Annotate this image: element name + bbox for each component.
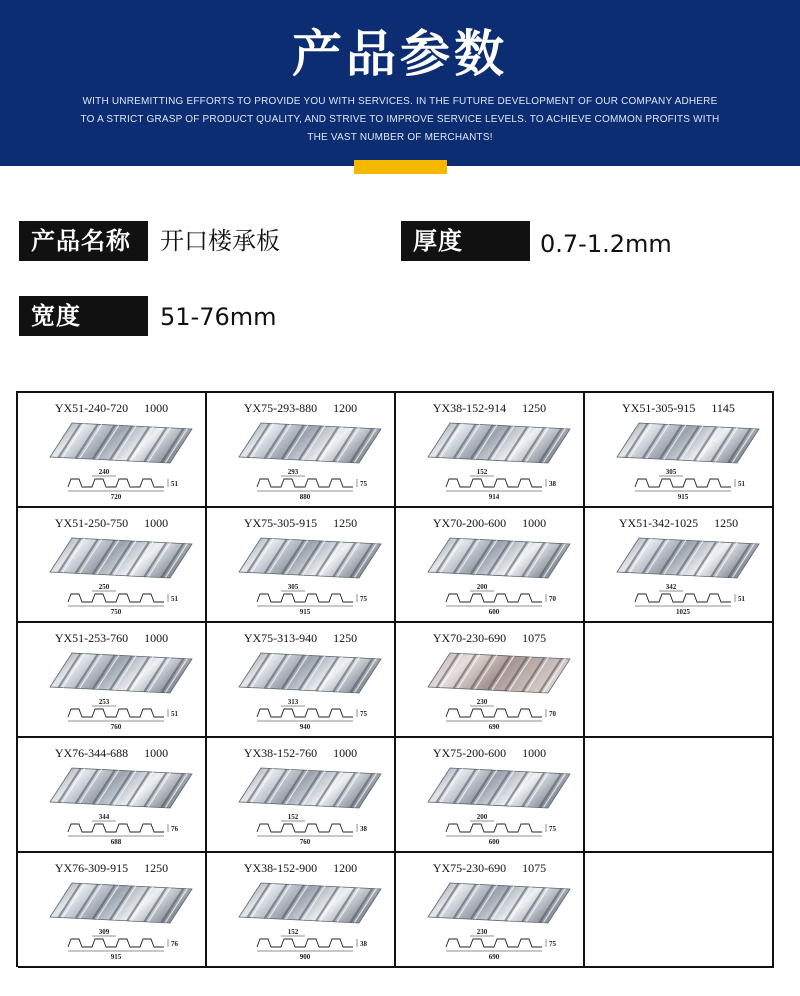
- product-cell: [585, 393, 774, 508]
- deck-illustration: [396, 508, 583, 621]
- thickness-label: 厚度: [401, 221, 530, 261]
- pitch-dimension-label: 760: [110, 723, 122, 731]
- product-model: YX75-305-915: [243, 516, 318, 530]
- deck-illustration: [18, 853, 205, 966]
- product-model: YX38-152-900: [243, 861, 318, 875]
- product-model: YX70-230-690: [432, 631, 507, 645]
- deck-illustration: [207, 393, 394, 506]
- profile-line: [446, 594, 542, 602]
- rib-dimension-label: 313: [287, 698, 299, 706]
- height-dimension-label: 75: [360, 595, 367, 603]
- empty-cell: [585, 738, 774, 853]
- rib-dimension-label: 230: [476, 928, 488, 936]
- product-model: YX51-305-915: [622, 401, 696, 415]
- profile-line: [446, 824, 542, 832]
- product-cover-width: 1200: [333, 401, 358, 415]
- empty-cell: [585, 853, 774, 968]
- product-cell: [207, 738, 396, 853]
- deck-illustration: [207, 738, 394, 851]
- height-dimension-label: 75: [549, 825, 556, 833]
- profile-line: [68, 709, 164, 717]
- deck-illustration: [396, 738, 583, 851]
- profile-line: [68, 594, 164, 602]
- profile-line: [635, 479, 731, 487]
- rib-dimension-label: 253: [98, 698, 110, 706]
- product-cell: [18, 738, 207, 853]
- rib-dimension-label: 152: [287, 928, 299, 936]
- product-cover-width: 1250: [522, 401, 547, 415]
- product-cell: [396, 623, 585, 738]
- pitch-dimension-label: 688: [110, 838, 122, 846]
- rib-dimension-label: 305: [287, 583, 299, 591]
- pitch-dimension-label: 760: [299, 838, 311, 846]
- height-dimension-label: 70: [549, 595, 556, 603]
- profile-line: [257, 479, 353, 487]
- rib-dimension-label: 230: [476, 698, 488, 706]
- rib-dimension-label: 240: [98, 468, 110, 476]
- product-model: YX70-200-600: [432, 516, 507, 530]
- product-table: [16, 391, 774, 967]
- pitch-dimension-label: 600: [488, 838, 500, 846]
- product-cover-width: 1000: [144, 516, 169, 530]
- pitch-dimension-label: 915: [299, 608, 311, 616]
- profile-line: [68, 939, 164, 947]
- product-name-value: 开口楼承板: [160, 227, 280, 255]
- height-dimension-label: 51: [171, 480, 178, 488]
- deck-illustration: [585, 508, 772, 621]
- height-dimension-label: 51: [738, 480, 745, 488]
- deck-illustration: [396, 393, 583, 506]
- profile-line: [446, 939, 542, 947]
- rib-dimension-label: 250: [98, 583, 110, 591]
- height-dimension-label: 51: [738, 595, 745, 603]
- pitch-dimension-label: 1025: [676, 608, 690, 616]
- deck-illustration: [396, 623, 583, 736]
- deck-illustration: [18, 623, 205, 736]
- height-dimension-label: 75: [360, 710, 367, 718]
- height-dimension-label: 76: [171, 940, 178, 948]
- height-dimension-label: 51: [171, 710, 178, 718]
- rib-dimension-label: 152: [287, 813, 299, 821]
- pitch-dimension-label: 880: [299, 493, 311, 501]
- product-model: YX38-152-760: [243, 746, 318, 760]
- product-cell: [207, 623, 396, 738]
- deck-illustration: [396, 853, 583, 966]
- product-cover-width: 1250: [333, 631, 358, 645]
- height-dimension-label: 75: [360, 480, 367, 488]
- accent-bar: [354, 160, 447, 174]
- product-cover-width: 1000: [522, 516, 547, 530]
- product-cell: [396, 508, 585, 623]
- pitch-dimension-label: 690: [488, 723, 500, 731]
- deck-illustration: [207, 623, 394, 736]
- product-cell: [396, 738, 585, 853]
- header-subtitle: WITH UNREMITTING EFFORTS TO PROVIDE YOU WITH SERVICES. IN THE FUTURE DEVELOPMENT OF OUR COMPANY ADHERE TO A STRICT GRASP OF PRODUCT QUALITY, AND STRIVE TO IMPROVE SERVICE LEVELS. TO ACHIEVE COMMON PROFITS WITH THE VAST NUMBER OF MERCHANTS!: [80, 96, 720, 143]
- product-cover-width: 1000: [144, 746, 169, 760]
- empty-cell: [585, 623, 774, 738]
- pitch-dimension-label: 690: [488, 953, 500, 961]
- pitch-dimension-label: 750: [110, 608, 122, 616]
- product-model: YX75-200-600: [432, 746, 507, 760]
- rib-dimension-label: 200: [476, 583, 488, 591]
- height-dimension-label: 51: [171, 595, 178, 603]
- deck-illustration: [207, 853, 394, 966]
- product-model: YX51-250-750: [54, 516, 129, 530]
- thickness-value: 0.7-1.2mm: [540, 230, 672, 258]
- page-title: 产品参数: [292, 25, 508, 83]
- product-model: YX76-309-915: [54, 861, 129, 875]
- rib-dimension-label: 152: [476, 468, 488, 476]
- product-cover-width: 1250: [714, 516, 739, 530]
- header-banner: [0, 0, 800, 166]
- product-model: YX75-313-940: [243, 631, 318, 645]
- height-dimension-label: 38: [360, 825, 367, 833]
- deck-illustration: [207, 508, 394, 621]
- profile-line: [68, 824, 164, 832]
- product-cover-width: 1250: [333, 516, 358, 530]
- product-cell: [18, 508, 207, 623]
- deck-illustration: [18, 393, 205, 506]
- rib-dimension-label: 309: [98, 928, 110, 936]
- deck-illustration: [585, 393, 772, 506]
- rib-dimension-label: 342: [665, 583, 677, 591]
- product-cover-width: 1000: [144, 401, 169, 415]
- product-cell: [396, 393, 585, 508]
- pitch-dimension-label: 720: [110, 493, 122, 501]
- deck-illustration: [18, 508, 205, 621]
- product-cover-width: 1200: [333, 861, 358, 875]
- height-dimension-label: 70: [549, 710, 556, 718]
- product-cell: [585, 508, 774, 623]
- profile-line: [257, 709, 353, 717]
- profile-line: [446, 709, 542, 717]
- product-model: YX76-344-688: [54, 746, 129, 760]
- pitch-dimension-label: 914: [488, 493, 500, 501]
- product-model: YX75-230-690: [432, 861, 507, 875]
- pitch-dimension-label: 915: [677, 493, 689, 501]
- product-cover-width: 1250: [144, 861, 169, 875]
- width-value: 51-76mm: [160, 303, 277, 331]
- rib-dimension-label: 344: [98, 813, 110, 821]
- pitch-dimension-label: 600: [488, 608, 500, 616]
- product-model: YX51-240-720: [54, 401, 129, 415]
- pitch-dimension-label: 900: [299, 953, 311, 961]
- rib-dimension-label: 200: [476, 813, 488, 821]
- product-cover-width: 1000: [522, 746, 547, 760]
- product-cell: [207, 393, 396, 508]
- product-cover-width: 1000: [333, 746, 358, 760]
- product-name-label: 产品名称: [19, 221, 148, 261]
- product-cover-width: 1000: [144, 631, 169, 645]
- product-model: YX51-253-760: [54, 631, 129, 645]
- product-cell: [18, 393, 207, 508]
- rib-dimension-label: 305: [665, 468, 677, 476]
- height-dimension-label: 75: [549, 940, 556, 948]
- profile-line: [635, 594, 731, 602]
- profile-line: [257, 939, 353, 947]
- product-cell: [18, 623, 207, 738]
- profile-line: [446, 479, 542, 487]
- product-cell: [396, 853, 585, 968]
- product-cell: [207, 508, 396, 623]
- product-cover-width: 1075: [522, 631, 547, 645]
- product-cover-width: 1145: [711, 401, 735, 415]
- pitch-dimension-label: 940: [299, 723, 311, 731]
- product-cell: [18, 853, 207, 968]
- rib-dimension-label: 293: [287, 468, 299, 476]
- pitch-dimension-label: 915: [110, 953, 122, 961]
- profile-line: [68, 479, 164, 487]
- height-dimension-label: 38: [360, 940, 367, 948]
- width-label: 宽度: [19, 296, 148, 336]
- profile-line: [257, 824, 353, 832]
- profile-line: [257, 594, 353, 602]
- product-model: YX75-293-880: [243, 401, 318, 415]
- product-model: YX38-152-914: [432, 401, 507, 415]
- deck-illustration: [18, 738, 205, 851]
- product-cover-width: 1075: [522, 861, 547, 875]
- height-dimension-label: 38: [549, 480, 556, 488]
- product-model: YX51-342-1025: [618, 516, 699, 530]
- height-dimension-label: 76: [171, 825, 178, 833]
- product-cell: [207, 853, 396, 968]
